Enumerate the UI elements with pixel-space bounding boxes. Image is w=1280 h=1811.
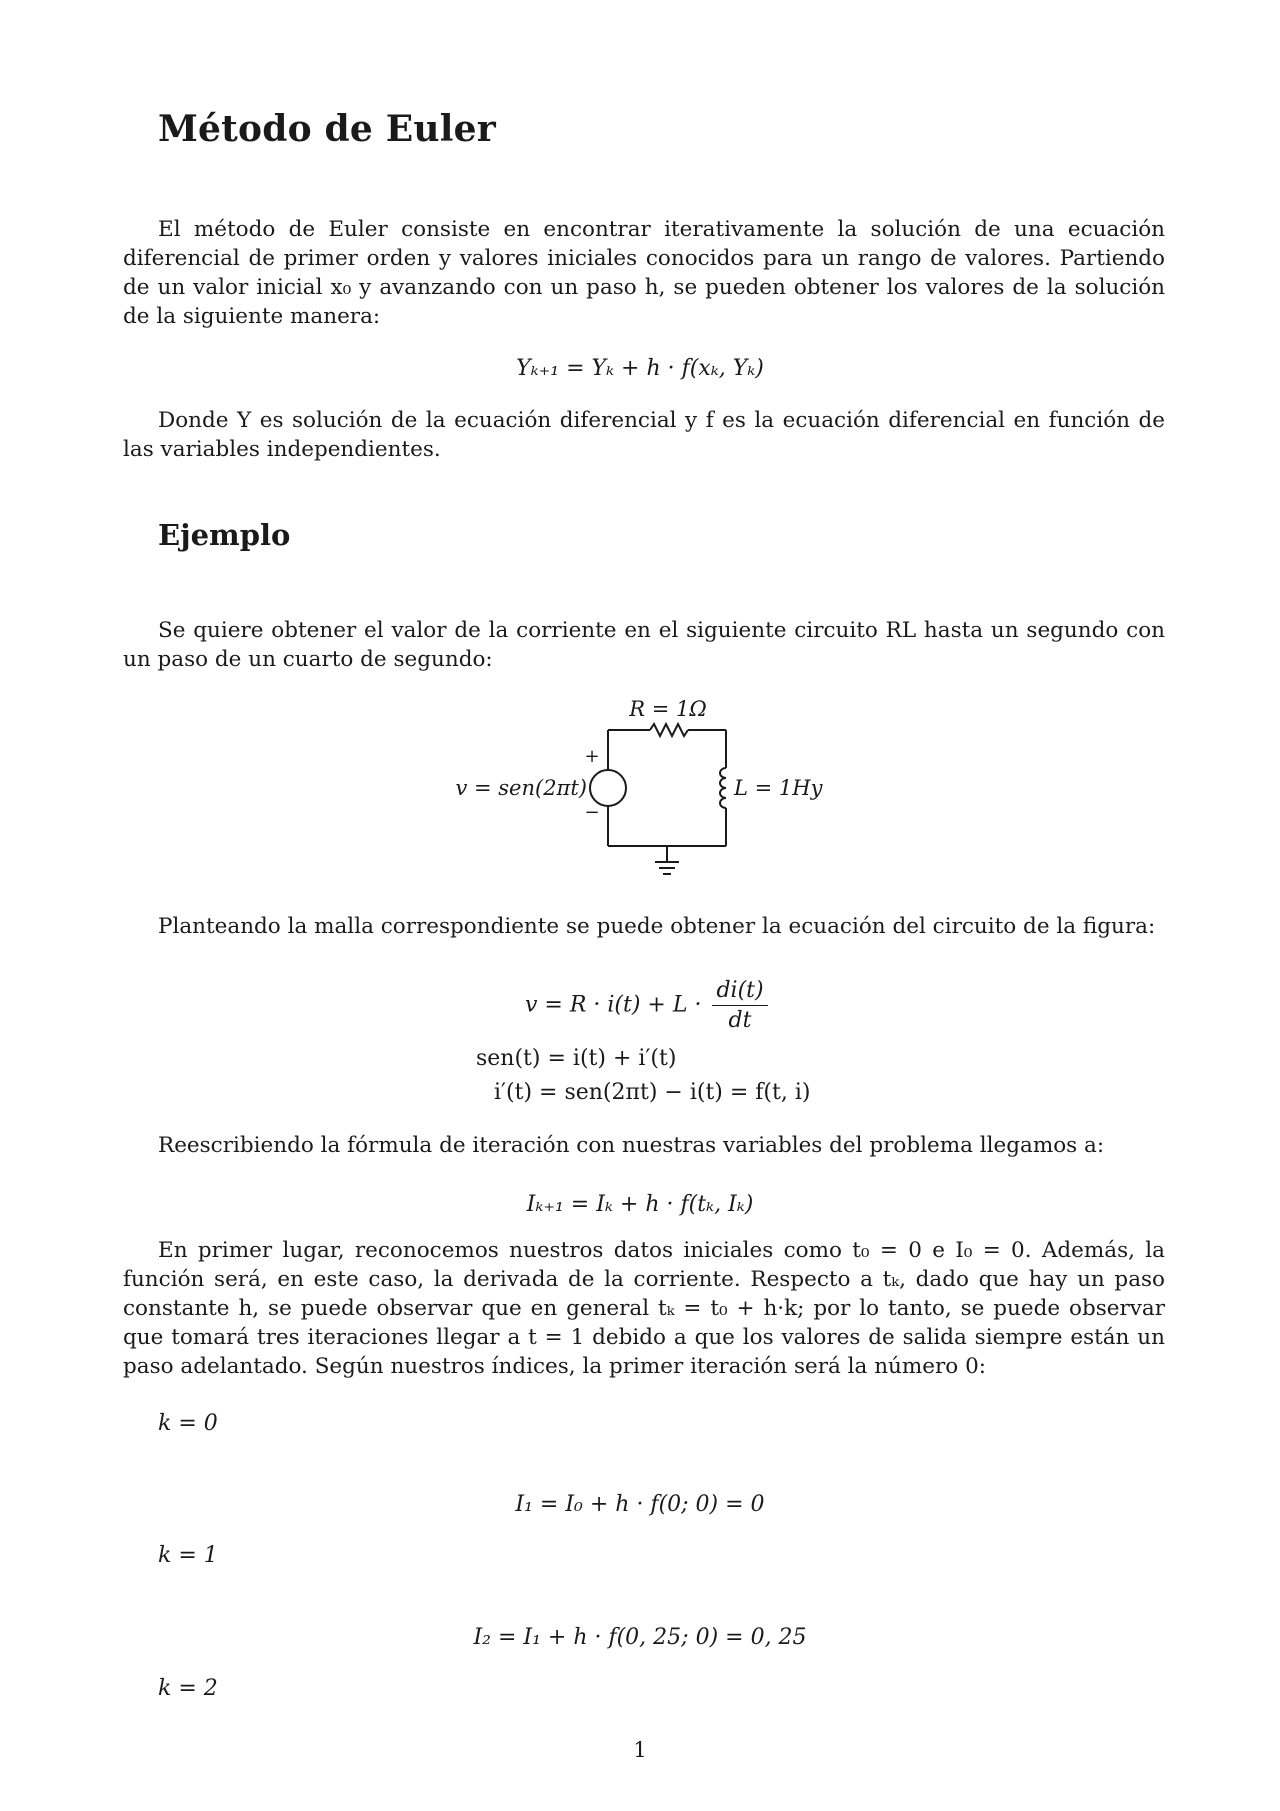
ground-icon	[655, 862, 679, 874]
iteration-k0-result: I₁ = I₀ + h · f(0; 0) = 0	[515, 1492, 765, 1517]
iteration-k0-label: k = 0	[158, 1411, 218, 1436]
example-intro-text: Se quiere obtener el valor de la corriente en el siguiente circuito RL hasta un segundo con un paso de un cuarto de segundo:	[123, 618, 1165, 672]
resistor-symbol	[650, 724, 688, 736]
resistor-label: R = 1Ω	[629, 697, 707, 721]
page-title: Método de Euler	[158, 108, 496, 150]
inductor-symbol	[720, 768, 726, 808]
rewrite-text: Reescribiendo la fórmula de iteración con nuestras variables del problema llegamos a:	[158, 1133, 1105, 1158]
intro-paragraph	[123, 215, 1165, 331]
iteration-k2-label: k = 2	[158, 1676, 218, 1701]
iteration-k1-label: k = 1	[158, 1543, 218, 1568]
definition-text: Donde Y es solución de la ecuación diferencial y f es la ecuación diferencial en función de las variables independientes.	[123, 408, 1165, 462]
mesh-text: Planteando la malla correspondiente se puede obtener la ecuación del circuito de la figura:	[158, 914, 1156, 939]
inductor-label: L = 1Hy	[734, 776, 823, 800]
iteration-k1-result: I₂ = I₁ + h · f(0, 25; 0) = 0, 25	[473, 1625, 807, 1650]
iteration-formula: Iₖ₊₁ = Iₖ + h · f(tₖ, Iₖ)	[526, 1192, 754, 1217]
source-plus-sign: +	[584, 746, 600, 767]
rewrite-paragraph	[123, 1131, 1165, 1160]
source-label: v = sen(2πt)	[455, 776, 587, 800]
equation-line-1-left: v = R · i(t) + L ·	[525, 992, 702, 1018]
page-number: 1	[633, 1738, 647, 1762]
source-minus-sign: −	[584, 802, 600, 823]
equation-line-1	[525, 978, 772, 1033]
fraction-denominator: dt	[728, 1008, 752, 1033]
derivative-fraction	[712, 978, 767, 1033]
euler-formula: Yₖ₊₁ = Yₖ + h · f(xₖ, Yₖ)	[516, 356, 764, 381]
example-heading: Ejemplo	[158, 518, 291, 552]
voltage-source-symbol	[590, 770, 626, 806]
fraction-numerator: di(t)	[712, 978, 767, 1006]
rl-circuit-diagram	[440, 690, 860, 890]
initial-data-paragraph	[123, 1236, 1165, 1381]
definition-paragraph	[123, 406, 1165, 464]
equation-line-2: sen(t) = i(t) + i′(t)	[476, 1046, 677, 1071]
initial-data-text: En primer lugar, reconocemos nuestros datos iniciales como t₀ = 0 e I₀ = 0. Además, la función será, en este caso, la derivada de la corriente. Respecto a tₖ, dado que hay un paso constante h, se puede observar que en general tₖ = t₀ + h·k; por lo tanto, se puede observar que tomará tres iteraciones llegar a t = 1 debido a que los valores de salida siempre están un paso adelantado. Según nuestros índices, la primer iteración será la número 0:	[123, 1238, 1165, 1379]
equation-line-3: i′(t) = sen(2πt) − i(t) = f(t, i)	[494, 1080, 811, 1105]
mesh-paragraph	[123, 912, 1165, 941]
intro-text: El método de Euler consiste en encontrar iterativamente la solución de una ecuación diferencial de primer orden y valores iniciales conocidos para un rango de valores. Partiendo de un valor inicial x₀ y avanzando con un paso h, se pueden obtener los valores de la solución de la siguiente manera:	[123, 217, 1165, 329]
example-intro-paragraph	[123, 616, 1165, 674]
